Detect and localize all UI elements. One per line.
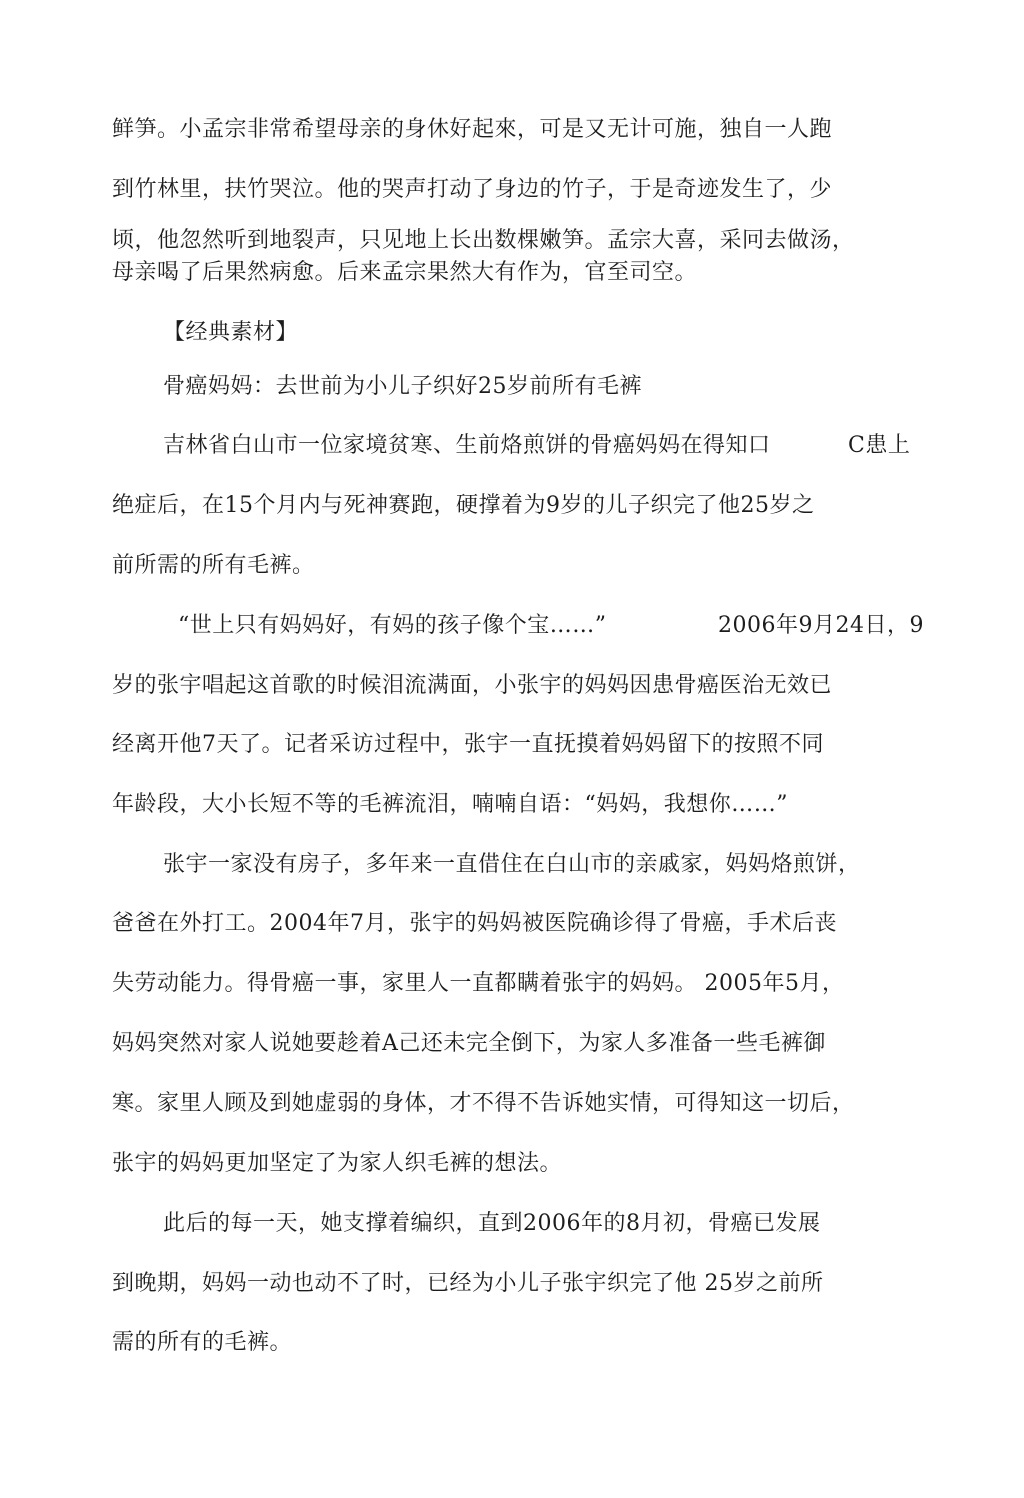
text-line: 寒。家里人顾及到她虚弱的身体，才不得不告诉她实情，可得知这一切后， <box>112 1091 855 1116</box>
text-line: 失劳动能力。得骨癌一事，家里人一直都瞒着张宇的妈妈。 2005年5月， <box>112 971 845 996</box>
section-heading: 【经典素材】 <box>163 320 299 345</box>
text-line: 妈妈突然对家人说她要趁着A己还未完全倒下，为家人多准备一些毛裤御 <box>112 1031 826 1056</box>
text-line: 顷，他忽然听到地裂声，只见地上长出数棵嫩笋。孟宗大喜，采冋去做汤， <box>112 228 855 253</box>
date-line: 2006年9月24日，9 <box>718 613 924 638</box>
text-line: 张宇的妈妈更加坚定了为家人织毛裤的想法。 <box>112 1151 563 1176</box>
text-line: 需的所有的毛裤。 <box>112 1330 293 1355</box>
text-line: 经离开他7天了。记者采访过程中，张宇一直抚摸着妈妈留下的按照不同 <box>112 732 824 757</box>
text-line: 吉林省白山市一位家境贫寒、生前烙煎饼的骨癌妈妈在得知口 <box>163 433 771 458</box>
text-line: 张宇一家没有房子，多年来一直借住在白山市的亲戚家，妈妈烙煎饼， <box>163 852 861 877</box>
text-line: 此后的每一天，她支撑着编织，直到2006年的8月初，骨癌已发展 <box>163 1211 821 1236</box>
text-line: 到竹林里，扶竹哭泣。他的哭声打动了身边的竹子，于是奇迹发生了，少 <box>112 177 833 202</box>
text-line: 年龄段，大小长短不等的毛裤流泪，喃喃自语：“妈妈，我想你……” <box>112 792 788 817</box>
text-line: 到晚期，妈妈一动也动不了时，已经为小儿子张宇织完了他 25岁之前所 <box>112 1271 824 1296</box>
text-line: 母亲喝了后果然病愈。后来孟宗果然大有作为，官至司空。 <box>112 260 698 285</box>
text-line: 岁的张宇唱起这首歌的时候泪流满面，小张宇的妈妈因患骨癌医治无效已 <box>112 673 833 698</box>
text-line: 鲜笋。小孟宗非常希望母亲的身休好起來，可是又无计可施，独自一人跑 <box>112 117 833 142</box>
text-line: 绝症后，在15个月内与死神赛跑，硬撑着为9岁的儿子织完了他25岁之 <box>112 493 815 518</box>
article-title: 骨癌妈妈：去世前为小儿子织好25岁前所有毛裤 <box>163 374 642 399</box>
quote-line: “世上只有妈妈好，有妈的孩子像个宝……” <box>178 613 607 638</box>
text-line: C患上 <box>848 433 911 458</box>
text-line: 爸爸在外打工。2004年7月，张宇的妈妈被医院确诊得了骨癌，手术后丧 <box>112 911 837 936</box>
text-line: 前所需的所有毛裤。 <box>112 553 315 578</box>
